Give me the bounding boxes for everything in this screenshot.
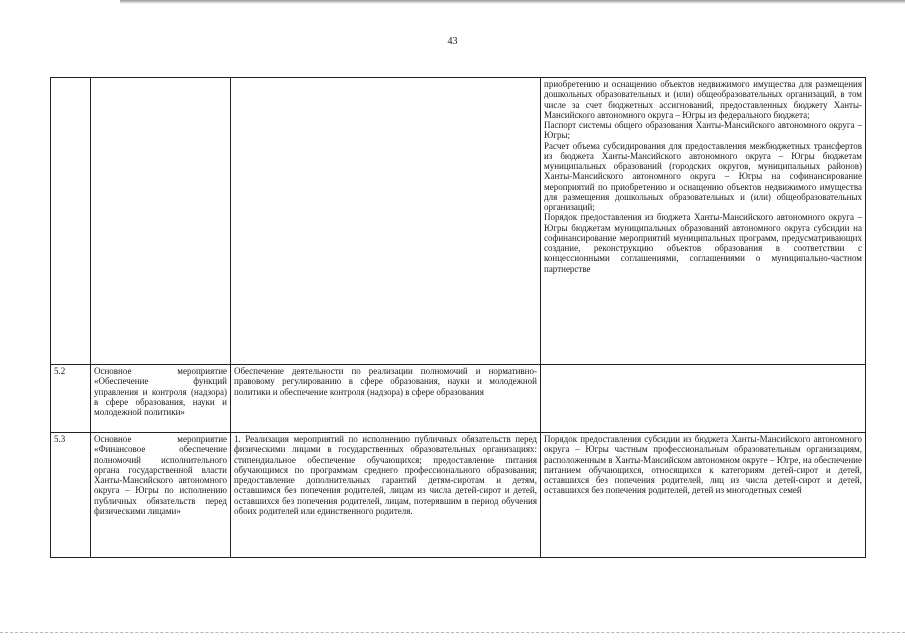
event-name-text: Основное мероприятие «Финансовое обеспечение полномочий исполнительного органа государственной власти Ханты-Мансийского автономного округа – Югры по исполнению публичных обязательств перед физическими лицами» [94,434,227,516]
legal-documents-cell [541,365,866,433]
page-number: 43 [447,36,458,47]
legal-documents-cell [541,433,866,558]
event-description-cell [231,78,541,365]
event-name-cell [91,78,231,365]
scan-edge-top [120,0,905,4]
table-row-continuation [51,78,866,365]
row-number-cell: 5.3 [51,433,91,558]
document-paragraph: Паспорт системы общего образования Ханты-Мансийского автономного округа – Югры; [544,120,862,141]
row-number-cell [51,78,91,365]
document-paragraph: Порядок предоставления субсидии из бюджета Ханты-Мансийского автономного округа – Югры частным профессиональным образовательным организациям, расположенным в Ханты-Мансийском автономном округе – Югре, на обеспечение питанием обучающихся, относящихся к категориям детей-сирот и детей, оставшихся без попечения родителей, лиц из числа детей-сирот и детей, оставшихся без попечения родителей, детей из многодетных семей [544,434,862,496]
measures-table [50,77,866,558]
document-paragraph: Расчет объема субсидирования для предоставления межбюджетных трансфертов из бюджета Ханты-Мансийского автономного округа – Югры бюджетам муниципальных образований (городских округов, муниципальных районов) Ханты-Мансийского автономного округа – Югры на софинансирование мероприятий по приобретению и оснащению объектов недвижимого имущества для размещения дошкольных образовательных и (или) общеобразовательных организаций; [544,140,862,212]
table-row-5-3 [51,433,866,558]
legal-documents-cell [541,78,866,365]
document-paragraph: приобретению и оснащению объектов недвижимого имущества для размещения дошкольных образовательных и (или) общеобразовательных организаций, в том числе за счет бюджетных ассигнований, предоставленных бюджету Ханты-Мансийского автономного округа – Югры из федерального бюджета; [544,79,862,120]
event-description-cell [231,365,541,433]
event-name-cell [91,365,231,433]
row-number-cell: 5.2 [51,365,91,433]
event-description-cell [231,433,541,558]
table-row-5-2 [51,365,866,433]
event-name-text: Основное мероприятие «Обеспечение функций управления и контроля (надзора) в сфере образования, науки и молодежной политики» [94,366,227,417]
event-description-text: Обеспечение деятельности по реализации полномочий и нормативно-правовому регулированию в сфере образования, науки и молодежной политики и обеспечение контроля (надзора) в сфере образования [234,366,537,397]
document-paragraph: Порядок предоставления из бюджета Ханты-Мансийского автономного округа – Югры бюджетам муниципальных образований автономного округа субсидии на софинансирование мероприятий муниципальных программ, предусматривающих создание, реконструкцию объектов образования в соответствии с концессионными соглашениями, соглашениями о муниципально-частном партнерстве [544,212,862,274]
event-description-text: 1. Реализация мероприятий по исполнению публичных обязательств перед физическими лицами в государственных образовательных организациях: стипендиальное обеспечение обучающихся; предоставление питания обучающимся по программам среднего профессионального образования; предоставление дополнительных гарантий детям-сиротам и детям, оставшимся без попечения родителей, лицам из числа детей-сирот и детей, оставшихся без попечения родителей, лицам, потерявшим в период обучения обоих родителей или единственного родителя. [234,434,537,516]
scan-edge-bottom [0,632,905,636]
event-name-cell [91,433,231,558]
